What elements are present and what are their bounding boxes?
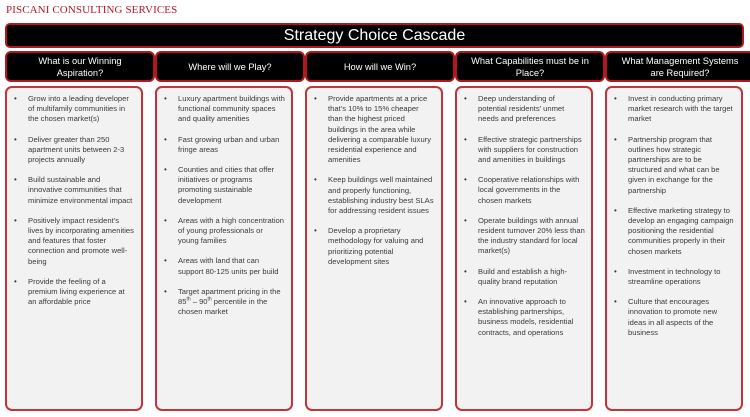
bullet-icon: •	[464, 134, 467, 144]
list-item-text: An innovative approach to establishing partnerships, business models, residential contracts, and operations	[478, 297, 574, 337]
list-item-text: Operate buildings with annual resident turnover 20% less than the industry standard for local market(s)	[478, 215, 585, 256]
list-item	[457, 267, 585, 287]
bullet-icon: •	[14, 94, 17, 103]
bullet-list	[157, 88, 291, 317]
list-item	[7, 135, 135, 166]
bullet-icon: •	[464, 215, 467, 225]
bullet-icon: •	[164, 165, 167, 175]
bullet-list	[607, 88, 741, 338]
bullet-icon: •	[614, 297, 617, 307]
bullet-icon: •	[14, 215, 17, 225]
list-item-text: Keep buildings well maintained and properly functioning, establishing industry best SLAs for addressing resident issues	[328, 175, 434, 216]
list-item-text: Effective strategic partnerships with suppliers for construction and amenities in buildings	[478, 134, 582, 165]
column-box-management-systems	[605, 86, 743, 411]
bullet-list	[7, 88, 141, 307]
list-item-text: Build and establish a high-quality brand reputation	[478, 266, 568, 286]
list-item-text: Partnership program that outlines how strategic partnerships are to be structured and what can be given in exchange for the partnership	[628, 134, 720, 195]
column-header-winning-aspiration	[5, 51, 155, 82]
page-title-text: Strategy Choice Cascade	[283, 26, 466, 44]
bullet-icon: •	[614, 205, 617, 215]
column-header-where-to-play	[155, 51, 305, 82]
list-item	[607, 267, 735, 287]
list-item	[157, 94, 285, 125]
list-item-text: Build sustainable and innovative communities that minimize environmental impact	[28, 175, 133, 205]
bullet-icon: •	[164, 215, 167, 225]
bullet-icon: •	[164, 256, 167, 266]
column-box-how-to-win	[305, 86, 443, 411]
list-item-text: Luxury apartment buildings with functional community spaces and quality amenities	[178, 94, 285, 124]
column-header-text: How will we Win?	[343, 61, 417, 72]
list-item	[7, 94, 135, 125]
bullet-list	[457, 88, 591, 338]
bullet-icon: •	[314, 226, 317, 236]
list-item-text: Deliver greater than 250 apartment units between 2-3 projects annually	[28, 134, 125, 165]
list-item	[7, 216, 135, 267]
company-brand: PISCANI CONSULTING SERVICES	[6, 4, 178, 16]
bullet-icon: •	[464, 266, 467, 276]
column-header-text: Where will we Play?	[188, 61, 272, 72]
page-title	[5, 23, 744, 48]
bullet-icon: •	[464, 175, 467, 185]
list-item	[7, 277, 135, 308]
bullet-icon: •	[14, 276, 17, 286]
column-header-text: What Capabilities must be in Place?	[471, 55, 589, 78]
list-item-text: Provide apartments at a price that’s 10% to 15% cheaper than the highest priced buildings in the area while delivering a comparable luxury residential experience and amenities	[328, 94, 431, 165]
bullet-icon: •	[314, 175, 317, 185]
bullet-icon: •	[164, 286, 167, 296]
list-item	[457, 135, 585, 166]
column-box-capabilities	[455, 86, 593, 411]
list-item	[607, 135, 735, 196]
column-header-management-systems	[605, 51, 750, 82]
list-item-text: Invest in conducting primary market research with the target market	[628, 94, 733, 124]
column-box-winning-aspiration	[5, 86, 143, 411]
bullet-icon: •	[614, 134, 617, 144]
column-header-text: What Management Systems are Required?	[621, 55, 739, 78]
bullet-icon: •	[614, 94, 617, 103]
list-item-text: Grow into a leading developer of multifamily communities in the chosen market(s)	[28, 94, 129, 124]
list-item-text: Counties and cities that offer initiatives or programs promoting sustainable development	[178, 165, 275, 205]
column-header-text: What is our Winning Aspiration?	[38, 55, 122, 78]
list-item	[457, 175, 585, 206]
list-item-text: Areas with land that can support 80-125 units per build	[178, 256, 279, 276]
column-header-capabilities	[455, 51, 605, 82]
bullet-icon: •	[464, 297, 467, 307]
list-item	[457, 297, 585, 338]
bullet-icon: •	[314, 94, 317, 103]
list-item-text: Fast growing urban and urban fringe areas	[178, 134, 280, 154]
list-item-text: Culture that encourages innovation to promote new ideas in all aspects of the business	[628, 297, 718, 337]
list-item	[457, 216, 585, 257]
list-item-text: Deep understanding of potential residents’ unmet needs and preferences	[478, 94, 565, 124]
list-item	[157, 165, 285, 206]
list-item	[157, 256, 285, 276]
bullet-icon: •	[614, 266, 617, 276]
bullet-list	[307, 88, 441, 267]
list-item	[157, 287, 285, 318]
list-item-text: Provide the feeling of a premium living experience at an affordable price	[28, 276, 125, 307]
bullet-icon: •	[14, 134, 17, 144]
list-item	[307, 94, 435, 165]
list-item	[157, 135, 285, 155]
bullet-icon: •	[464, 94, 467, 103]
list-item	[307, 226, 435, 267]
column-header-how-to-win	[305, 51, 455, 82]
list-item-text: Target apartment pricing in the 85th – 90th percentile in the chosen market	[178, 286, 281, 317]
bullet-icon: •	[164, 134, 167, 144]
list-item-text: Areas with a high concentration of young professionals or young families	[178, 215, 284, 246]
list-item	[157, 216, 285, 247]
bullet-icon: •	[164, 94, 167, 103]
list-item	[607, 297, 735, 338]
list-item-text: Effective marketing strategy to develop an engaging campaign positioning the residential communities properly in their chosen markets	[628, 205, 734, 256]
bullet-icon: •	[14, 175, 17, 185]
list-item	[607, 206, 735, 257]
list-item-text: Develop a proprietary methodology for valuing and prioritizing potential development sites	[328, 226, 424, 266]
column-box-where-to-play	[155, 86, 293, 411]
list-item-text: Investment in technology to streamline operations	[628, 266, 721, 287]
list-item	[457, 94, 585, 125]
list-item-text: Cooperative relationships with local governments in the chosen markets	[478, 175, 580, 205]
list-item	[607, 94, 735, 125]
list-item-text: Positively impact resident’s lives by incorporating amenities and features that foster connection and promote well-being	[28, 215, 134, 266]
list-item	[7, 175, 135, 206]
list-item	[307, 175, 435, 216]
